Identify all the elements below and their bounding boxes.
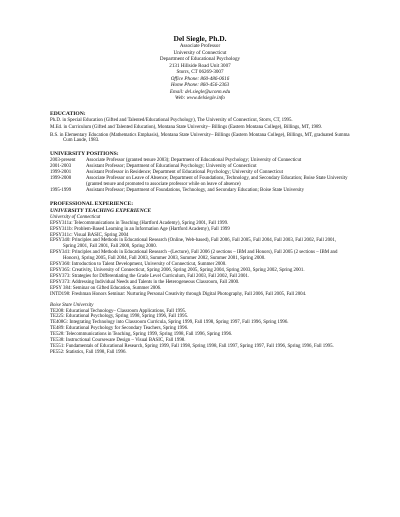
course-item: TE208: Educational Technology– Classroom Applications, Fall 1995. [50, 308, 187, 314]
position-years: 1999-2001 [50, 170, 72, 176]
education-heading: EDUCATION: [50, 110, 86, 117]
email-address: Email: del.siegle@uconn.edu [169, 88, 231, 95]
position-text: Associate Professor on Leave of Absence; Department of Foundations, Technology, and Secondary Education; Boise State University (granted tenure and promoted to associate professor while on leave of absence) [86, 176, 348, 187]
position-text: Associate Professor (granted tenure 2003); Department of Educational Psychology; University of Connecticut [86, 158, 302, 164]
course-item: TE538: Instructional Courseware Design – Visual BASIC, Fall 1998. [50, 338, 186, 344]
web-address: Web: www.delsiegle.info [175, 95, 225, 101]
institution-label: University of Connecticut [50, 214, 101, 220]
course-item: EPSY311c: Visual BASIC, Spring 2004 [50, 232, 129, 238]
position-years: 2001-2003 [50, 164, 72, 170]
header-line: 2131 Hillside Road Unit 3007 [169, 62, 231, 69]
course-item: TE489: Educational Psychology for Secondary Teachers, Spring 1996. [50, 326, 189, 332]
course-item: TE408G: Integrating Technology into Classroom Curricula, Spring 1999, Fall 1998, Spring 1997, Fall 1996, Spring 1996. [50, 320, 289, 326]
position-text: Assistant Professor; Department of Educational Psychology; University of Connecticut [86, 164, 257, 170]
education-item: M.Ed. in Curriculum (Gifted and Talented Education), Montana State University– Billings (Eastern Montana College), Billings, MT, 1989. [50, 125, 323, 130]
cv-header [50, 34, 350, 102]
positions-heading: UNIVERSITY POSITIONS: [50, 151, 119, 158]
position-text: Assistant Professor in Residence; Department of Educational Psychology; University of Connecticut [86, 170, 283, 176]
author-name: Del Siegle, Ph.D. [173, 34, 227, 43]
header-line: University of Connecticut [173, 49, 227, 56]
position-years: 1995-1999 [50, 187, 72, 193]
course-item: EPSY373: Strategies for Differentiating the Grade Level Curriculum, Fall 2003, Fall 2002, Fall 2001. [50, 273, 250, 279]
education-item: Ph.D. in Special Education (Gifted and Talented/Educational Psychology), The University of Connecticut, Storrs, CT, 1995. [50, 117, 293, 123]
header-line: Storrs, CT 06269-3007 [176, 69, 224, 75]
position-years: 2003-present [50, 158, 76, 164]
position-row [50, 188, 350, 194]
course-item: TE528: Telecommunications in Teaching, Spring 1999, Spring 1998, Fall 1996, Spring 1996. [50, 332, 233, 338]
course-item: EPSY373: Addressing Individual Needs and Talents in the Heterogeneous Classroom, Fall 2000. [50, 279, 240, 285]
course-item: EPSY340: Principles and Methods in Educational Research (Online, Web-based), Fall 2006, Fall 2005, Fall 2004, Fall 2003, Fall 2002, Fall 2001, Spring 2001, Fall 2001, Fall 2000, Spring 2000. [50, 238, 337, 250]
course-item: EPSY341: Principles and Methods in Educational Research –(Lecture), Fall 2006 (2 sections – IBM and Honors), Fall 2005 (2 sections – IBM and Honors), Spring 2005, Fall 2004, Fall 2003, Summer 2003, Summer 2002, Summer 2001, Spring 2000. [50, 250, 338, 262]
institution-label: Boise State University [50, 302, 94, 308]
position-years: 1999-2000 [50, 176, 72, 182]
course-item: PE552: Statistics, Fall 1998, Fall 1996. [50, 349, 127, 355]
experience-heading: PROFESSIONAL EXPERIENCE: [50, 200, 134, 207]
course-item: EPSY311a: Telecommunications in Teaching (Hartford Academy), Spring 2001, Fall 1999. [50, 220, 229, 226]
course-item: TE551: Fundamentals of Educational Research, Spring 1999, Fall 1998, Spring 1998, Fall 1997, Spring 1997, Fall 1996, Spring 1996, Fall 1995. [50, 343, 334, 349]
teaching-subheading: UNIVERSITY TEACHING EXPERIENCE [50, 207, 152, 214]
home-phone: Home Phone: 860-456-2363 [170, 82, 230, 88]
position-row [50, 176, 350, 188]
education-item: B.S. in Elementary Education (Mathematics Emphasis), Montana State University– Billings (Eastern Montana College), Billings, MT, graduated Summa Cum Laude, 1983. [50, 132, 350, 144]
office-phone: Office Phone: 860-486-0616 [170, 75, 230, 82]
course-item: EPSY365: Creativity, University of Connecticut, Spring 2006, Spring 2005, Spring 2004, Spring 2003, Spring 2002, Spring 2001. [50, 268, 305, 273]
header-line: Department of Educational Psychology [159, 56, 241, 62]
course-item: TE225: Educational Psychology, Spring 1998, Spring 1996, Fall 1995. [50, 314, 189, 320]
course-item: INTD198: Freshman Honors Seminar: Nurturing Personal Creativity through Digital Photography, Fall 2006, Fall 2005, Fall 2004. [50, 291, 307, 297]
position-text: Assistant Professor; Department of Foundations, Technology, and Secondary Education; Boise State University [86, 187, 305, 193]
header-line: Associate Professor [179, 43, 221, 49]
course-item: EPSY360: Introduction to Talent Development, University of Connecticut, Summer 2000. [50, 262, 227, 268]
course-item: EPSY 384: Seminar on Gifted Education, Summer 2006. [50, 285, 162, 291]
course-item: EPSY311b: Problem-Based Learning in an Information Age (Hartford Academy), Fall 1999 [50, 226, 230, 232]
